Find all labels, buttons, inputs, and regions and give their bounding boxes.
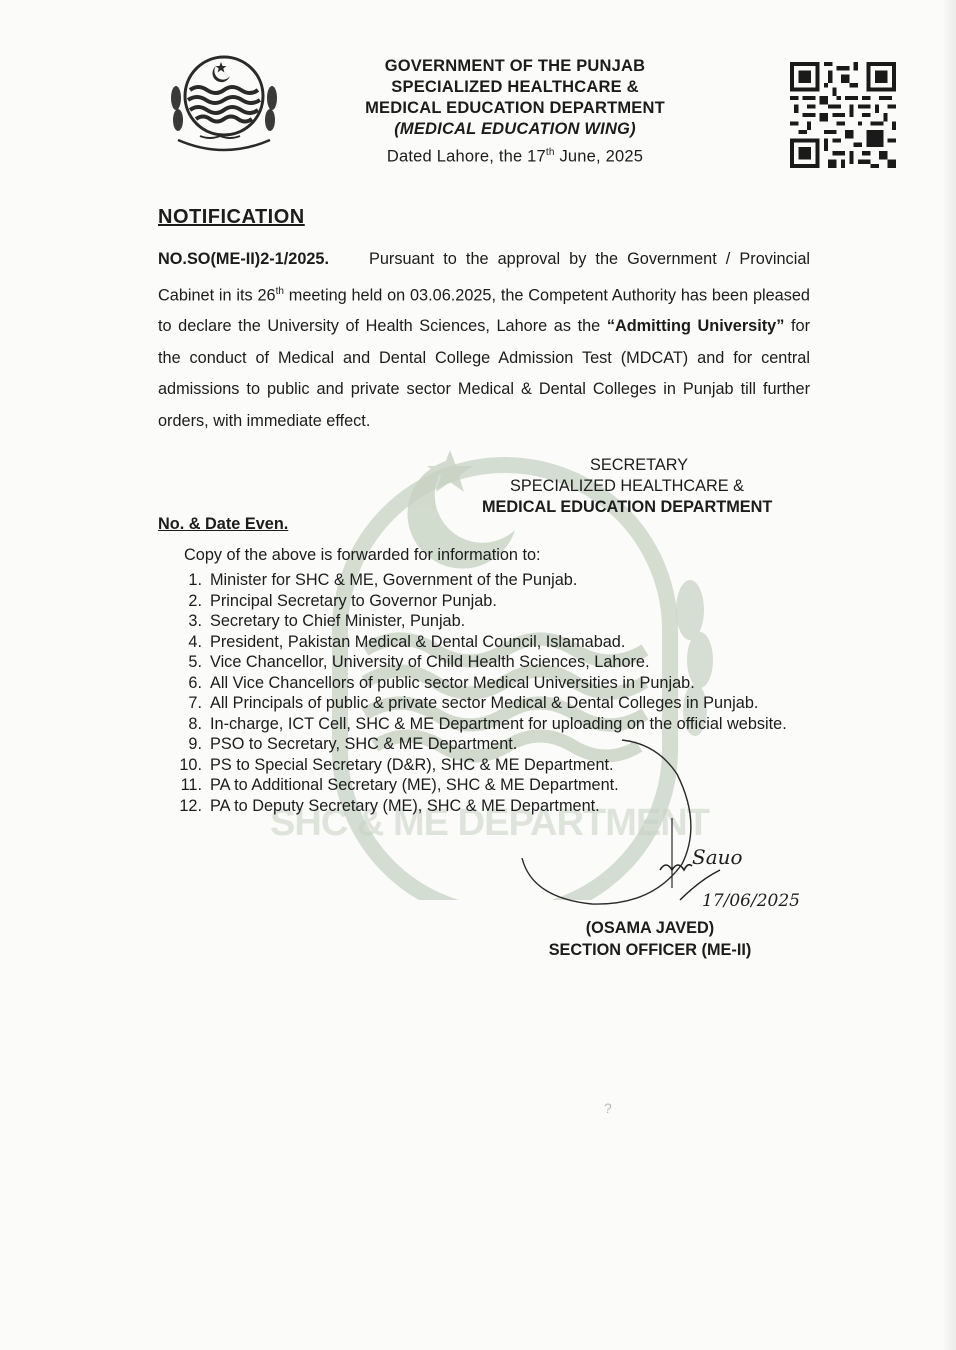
svg-text:SHC & ME DEPARTMENT: SHC & ME DEPARTMENT (270, 802, 710, 844)
scan-artifact: ? (604, 1100, 612, 1116)
list-item-number: 3. (188, 612, 202, 630)
dated-superscript: th (545, 147, 555, 158)
list-item (174, 693, 814, 714)
list-item (174, 591, 814, 612)
dated-line (330, 142, 700, 168)
secretary-block (440, 455, 860, 518)
list-item-number: 6. (188, 673, 202, 692)
dated-suffix: June, 2025 (554, 147, 644, 166)
no-date-even-heading: No. & Date Even. (158, 515, 289, 533)
list-item-text: Minister for SHC & ME, Government of the Punjab. (210, 571, 578, 589)
list-item-number: 2. (188, 591, 202, 610)
wing-name: (MEDICAL EDUCATION WING) (394, 120, 636, 138)
list-item (174, 734, 814, 755)
punjab-government-logo (160, 48, 290, 158)
notification-body (158, 244, 810, 437)
list-item (174, 755, 814, 776)
copy-forwarded-intro: Copy of the above is forwarded for information to: (184, 546, 541, 564)
body-text-part-2: meeting held on 03.06.2025, the Competent Authority has been pleased to declare the University of Health Sciences, Lahore as the (158, 285, 810, 336)
list-item-number: 9. (188, 735, 202, 753)
handwritten-signature (640, 840, 800, 920)
scan-edge-shadow (942, 0, 956, 1350)
list-item-text: PSO to Secretary, SHC & ME Department. (210, 735, 518, 753)
signature-text: Sauo (692, 845, 743, 869)
body-text-part-1: Pursuant to the approval by the Government / Provincial Cabinet in its 26 (158, 250, 810, 304)
admitting-university-highlight: “Admitting University” (606, 317, 785, 336)
list-item-number: 7. (188, 694, 202, 712)
secretary-department-2: MEDICAL EDUCATION DEPARTMENT (482, 498, 773, 516)
list-item-number: 10. (179, 755, 202, 774)
list-item (174, 570, 814, 591)
list-item-number: 1. (188, 571, 202, 589)
department-line-2: MEDICAL EDUCATION DEPARTMENT (365, 99, 665, 117)
dated-prefix: Dated Lahore, the 17 (386, 147, 546, 166)
list-item-text: PS to Special Secretary (D&R), SHC & ME Department. (210, 755, 614, 774)
list-item-text: President, Pakistan Medical & Dental Council, Islamabad. (210, 632, 626, 651)
list-item-number: 11. (180, 776, 202, 794)
list-item (174, 652, 814, 673)
signature-date: 17/06/2025 (702, 891, 800, 911)
body-superscript: th (275, 285, 284, 297)
qr-code (790, 62, 896, 168)
list-item-text: Principal Secretary to Governor Punjab. (210, 591, 497, 610)
secretary-title: SECRETARY (590, 456, 689, 474)
list-item-text: All Vice Chancellors of public sector Medical Universities in Punjab. (210, 673, 695, 692)
officer-name: (OSAMA JAVED) (585, 919, 715, 937)
list-item-text: All Principals of public & private sector Medical & Dental Colleges in Punjab. (210, 694, 759, 712)
list-item-text: Secretary to Chief Minister, Punjab. (210, 612, 466, 630)
officer-designation: SECTION OFFICER (ME-II) (548, 941, 752, 959)
list-item (174, 632, 814, 653)
reference-number: NO.SO(ME-II)2-1/2025. (158, 250, 330, 268)
list-item-number: 4. (188, 632, 202, 651)
letterhead (330, 56, 700, 168)
list-item (174, 714, 814, 735)
list-item-text: PA to Deputy Secretary (ME), SHC & ME Department. (210, 796, 600, 815)
list-item (174, 611, 814, 632)
notification-title: NOTIFICATION (158, 206, 305, 228)
list-item (174, 673, 814, 694)
list-item-text: Vice Chancellor, University of Child Health Sciences, Lahore. (210, 653, 650, 671)
government-name: GOVERNMENT OF THE PUNJAB (384, 57, 646, 75)
list-item-number: 12. (179, 796, 202, 815)
secretary-department-1: SPECIALIZED HEALTHCARE & (510, 477, 745, 495)
list-item (174, 775, 814, 796)
list-item-text: In-charge, ICT Cell, SHC & ME Department for uploading on the official website. (210, 714, 787, 733)
list-item-text: PA to Additional Secretary (ME), SHC & ME Department. (210, 776, 619, 794)
signatory-block (530, 917, 770, 961)
list-item-number: 5. (188, 653, 202, 671)
body-text-part-3: for the conduct of Medical and Dental College Admission Test (MDCAT) and for central admissions to public and private sector Medical & Dental Colleges in Punjab till further orders, with immediate effect. (158, 317, 810, 430)
list-item (174, 796, 814, 817)
distribution-list (174, 570, 814, 816)
department-line-1: SPECIALIZED HEALTHCARE & (391, 78, 639, 96)
list-item-number: 8. (188, 714, 202, 733)
